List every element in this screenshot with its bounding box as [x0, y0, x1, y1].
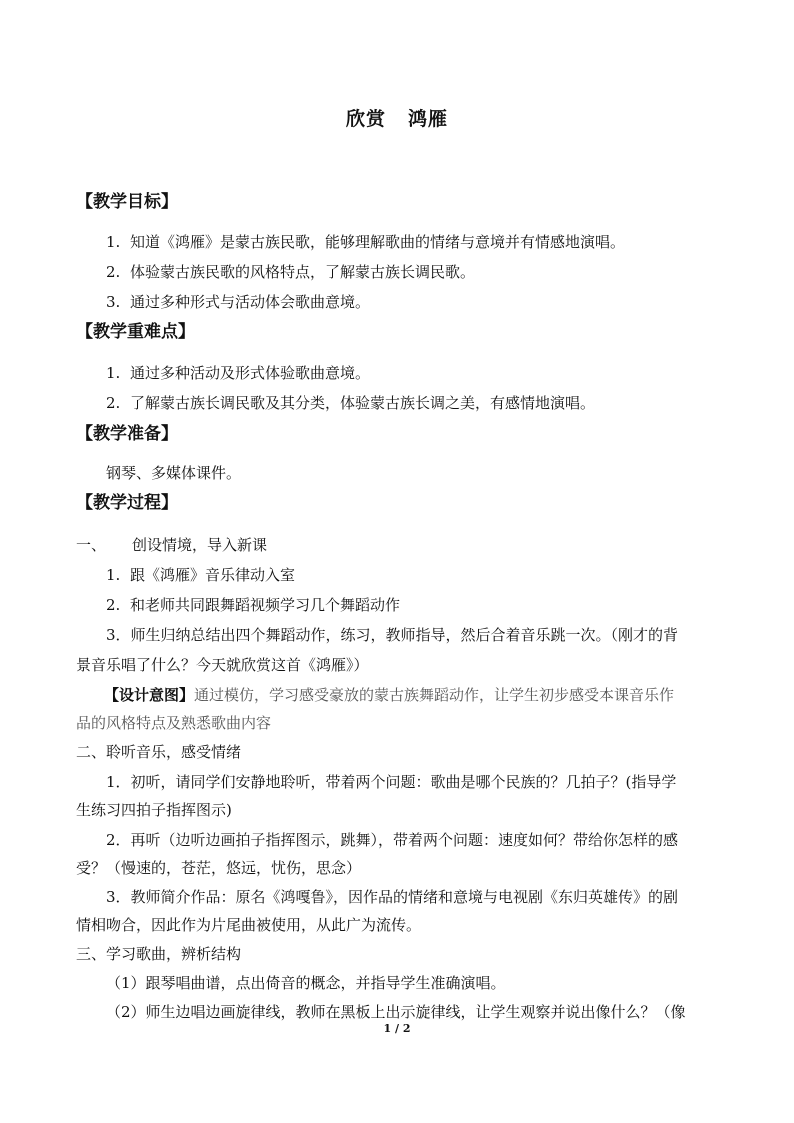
step2-title: 二、聆听音乐，感受情绪	[76, 743, 242, 761]
step3-title: 三、学习歌曲，辨析结构	[76, 945, 242, 963]
goal-item-2: 2. 体验蒙古族民歌的风格特点，了解蒙古族长调民歌。	[106, 263, 476, 281]
step1-item-2: 2. 和老师共同跟舞蹈视频学习几个舞蹈动作	[106, 596, 401, 614]
step2-item-3-line2: 情相吻合，因此作为片尾曲被使用，从此广为流传。	[76, 916, 422, 934]
step1-item-1: 1. 跟《鸿雁》音乐律动入室	[106, 566, 296, 584]
goal-item-3: 3. 通过多种形式与活动体会歌曲意境。	[106, 293, 371, 311]
page-title: 欣赏 鸿雁	[345, 108, 449, 130]
goal-item-1: 1. 知道《鸿雁》是蒙古族民歌，能够理解歌曲的情绪与意境并有情感地演唱。	[106, 233, 626, 251]
step2-item-1-line1: 1．初听，请同学们安静地聆听，带着两个问题：歌曲是哪个民族的？几拍子？(指导学	[106, 773, 677, 791]
step2-item-1-line2: 生练习四拍子指挥图示)	[76, 801, 232, 819]
step1-item-3-line1: 3．师生归纳总结出四个舞蹈动作，练习，教师指导，然后合着音乐跳一次。（刚才的背	[106, 626, 679, 644]
step2-item-2-line2: 受？（慢速的，苍茫，悠远，忧伤，思念）	[76, 859, 362, 877]
page-number: 1 / 2	[383, 1022, 411, 1035]
design-intent-line1: 【设计意图】通过模仿，学习感受豪放的蒙古族舞蹈动作，让学生初步感受本课音乐作	[104, 686, 675, 704]
design-intent-line2: 品的风格特点及熟悉歌曲内容	[76, 714, 272, 732]
step2-item-2-line1: 2．再听（边听边画拍子指挥图示，跳舞），带着两个问题：速度如何？带给你怎样的感	[106, 831, 679, 849]
section-heading-process: 【教学过程】	[76, 493, 178, 513]
section-heading-key-points: 【教学重难点】	[76, 322, 195, 342]
key-point-item-1: 1. 通过多种活动及形式体验歌曲意境。	[106, 364, 371, 382]
key-point-item-2: 2. 了解蒙古族长调民歌及其分类，体验蒙古族长调之美，有感情地演唱。	[106, 394, 596, 412]
step2-item-3-line1: 3．教师简介作品：原名《鸿嘎鲁》，因作品的情绪和意境与电视剧《东归英雄传》的剧	[106, 888, 679, 906]
step1-title: 一、 创设情境，导入新课	[76, 536, 268, 554]
prep-text: 钢琴、多媒体课件。	[106, 464, 242, 482]
section-heading-goals: 【教学目标】	[76, 192, 178, 212]
step1-item-3-line2: 景音乐唱了什么？今天就欣赏这首《鸿雁》）	[76, 656, 369, 674]
step3-item-2: （2）师生边唱边画旋律线，教师在黑板上出示旋律线，让学生观察并说出像什么？（像	[106, 1003, 686, 1021]
step3-item-1: （1）跟琴唱曲谱，点出倚音的概念，并指导学生准确演唱。	[106, 974, 506, 992]
section-heading-prep: 【教学准备】	[76, 424, 178, 444]
